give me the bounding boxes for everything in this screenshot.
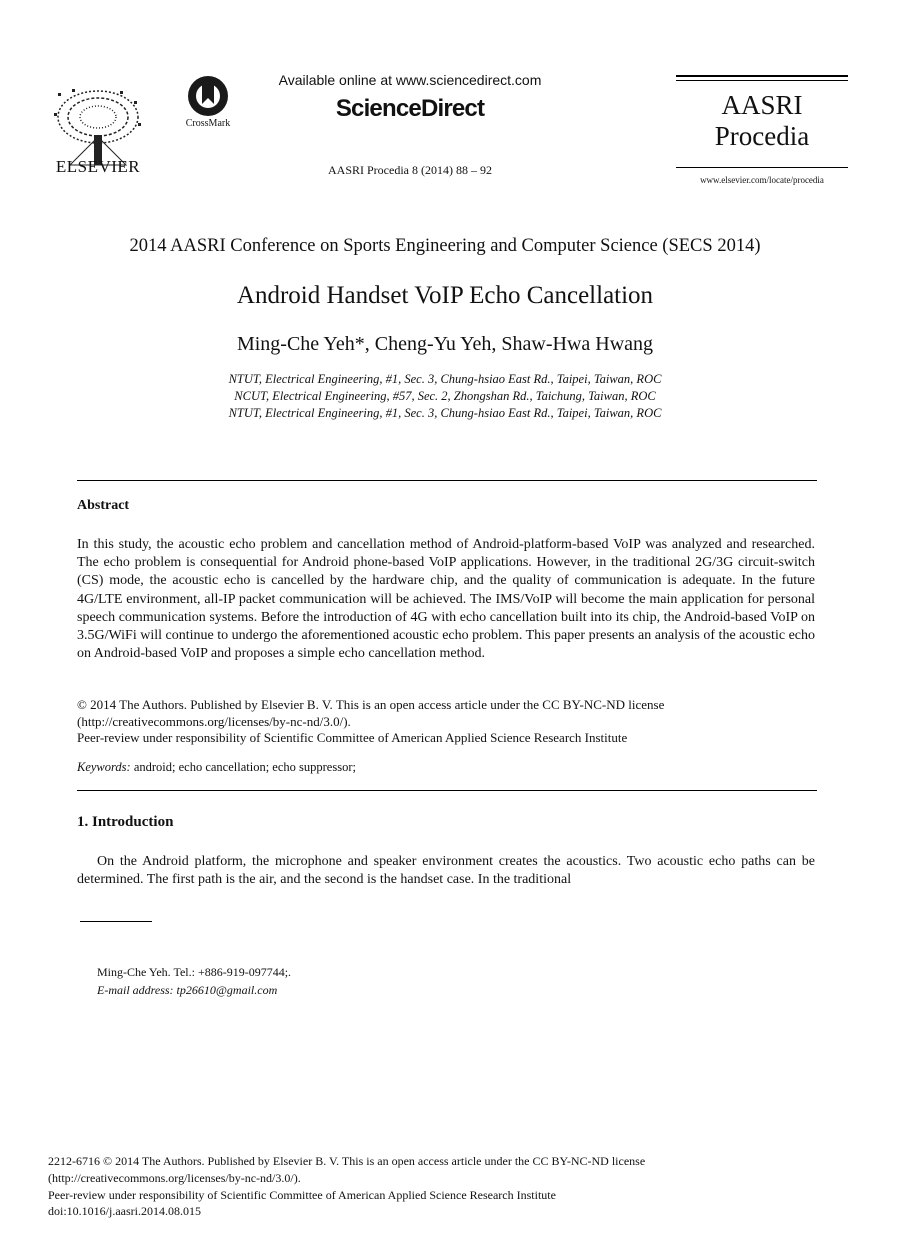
section-divider bbox=[77, 790, 817, 791]
conference-name: 2014 AASRI Conference on Sports Engineering and Computer Science (SECS 2014) bbox=[129, 236, 761, 256]
abstract-text: In this study, the acoustic echo problem and cancellation method of Android-platform-based VoIP was analyzed and researched. The echo problem is consequential for Android phone-based VoIP applications. However, in the traditional 2G/3G circuit-switch (CS) mode, the acoustic echo is cancelled by the hardware chip, and the quality of communication is adequate. In the future 4G/LTE environment, all-IP packet communication will be achieved. The IMS/VoIP will become the main application for personal speech communication systems. Before the introduction of 4G with echo cancellation built into its chip, the Android-based VoIP on 3.5G/WiFi will continue to undergo the aforementioned acoustic echo problem. This paper presents an analysis of the acoustic echo on Android-based VoIP and proposes a simple echo cancellation method. bbox=[77, 537, 815, 662]
section-heading-introduction: 1. Introduction bbox=[77, 814, 174, 830]
publisher-name: ELSEVIER bbox=[55, 157, 141, 176]
journal-logo-rule bbox=[676, 167, 848, 168]
paper-title: Android Handset VoIP Echo Cancellation bbox=[236, 282, 654, 309]
author-list: Ming-Che Yeh*, Cheng-Yu Yeh, Shaw-Hwa Hwang bbox=[236, 333, 654, 355]
affiliation: NTUT, Electrical Engineering, #1, Sec. 3, Chung-hsiao East Rd., Taipei, Taiwan, ROC bbox=[228, 372, 662, 386]
journal-url[interactable]: www.elsevier.com/locate/procedia bbox=[700, 175, 824, 185]
keywords bbox=[77, 760, 356, 775]
license-link[interactable]: (http://creativecommons.org/licenses/by-nc-nd/3.0/). bbox=[77, 713, 351, 729]
abstract-heading: Abstract bbox=[77, 498, 130, 513]
affiliation: NCUT, Electrical Engineering, #57, Sec. 2, Zhongshan Rd., Taichung, Taiwan, ROC bbox=[234, 389, 656, 403]
footer-issn-license: 2212-6716 © 2014 The Authors. Published by Elsevier B. V. This is an open access article under the CC BY-NC-ND license bbox=[48, 1154, 646, 1168]
keywords-label: Keywords: bbox=[77, 760, 131, 774]
section-divider bbox=[77, 480, 817, 481]
journal-logo bbox=[676, 90, 848, 152]
journal-logo-rule bbox=[676, 80, 848, 81]
journal-reference: AASRI Procedia 8 (2014) 88 – 92 bbox=[328, 163, 492, 177]
footer-doi[interactable]: doi:10.1016/j.aasri.2014.08.015 bbox=[48, 1204, 201, 1218]
crossmark-label: CrossMark bbox=[185, 118, 231, 129]
keywords-values: android; echo cancellation; echo suppressor; bbox=[130, 760, 356, 774]
copyright-line: © 2014 The Authors. Published by Elsevier B. V. This is an open access article under the CC BY-NC-ND license bbox=[77, 697, 665, 712]
journal-logo-line1: AASRI bbox=[721, 90, 803, 120]
corresponding-author-contact: Ming-Che Yeh. Tel.: +886-919-097744;. bbox=[97, 965, 292, 979]
peer-review-note: Peer-review under responsibility of Scientific Committee of American Applied Science Research Institute bbox=[77, 730, 628, 745]
available-online-text: Available online at www.sciencedirect.com bbox=[278, 72, 542, 88]
introduction-text: On the Android platform, the microphone and speaker environment creates the acoustics. Two acoustic echo paths can be determined. The first path is the air, and the second is the handset case. In the traditional bbox=[77, 854, 815, 888]
footer-license-link[interactable]: (http://creativecommons.org/licenses/by-nc-nd/3.0/). bbox=[48, 1171, 301, 1185]
affiliation: NTUT, Electrical Engineering, #1, Sec. 3, Chung-hsiao East Rd., Taipei, Taiwan, ROC bbox=[228, 406, 662, 420]
corresponding-author-email[interactable]: E-mail address: tp26610@gmail.com bbox=[97, 983, 278, 997]
journal-logo-line2: Procedia bbox=[714, 121, 810, 151]
footer-peer-review: Peer-review under responsibility of Scientific Committee of American Applied Science Research Institute bbox=[48, 1188, 556, 1202]
footnote-rule bbox=[80, 921, 152, 922]
copyright-notice bbox=[77, 697, 817, 747]
journal-logo-rule bbox=[676, 75, 848, 77]
sciencedirect-logo: ScienceDirect bbox=[335, 95, 485, 122]
